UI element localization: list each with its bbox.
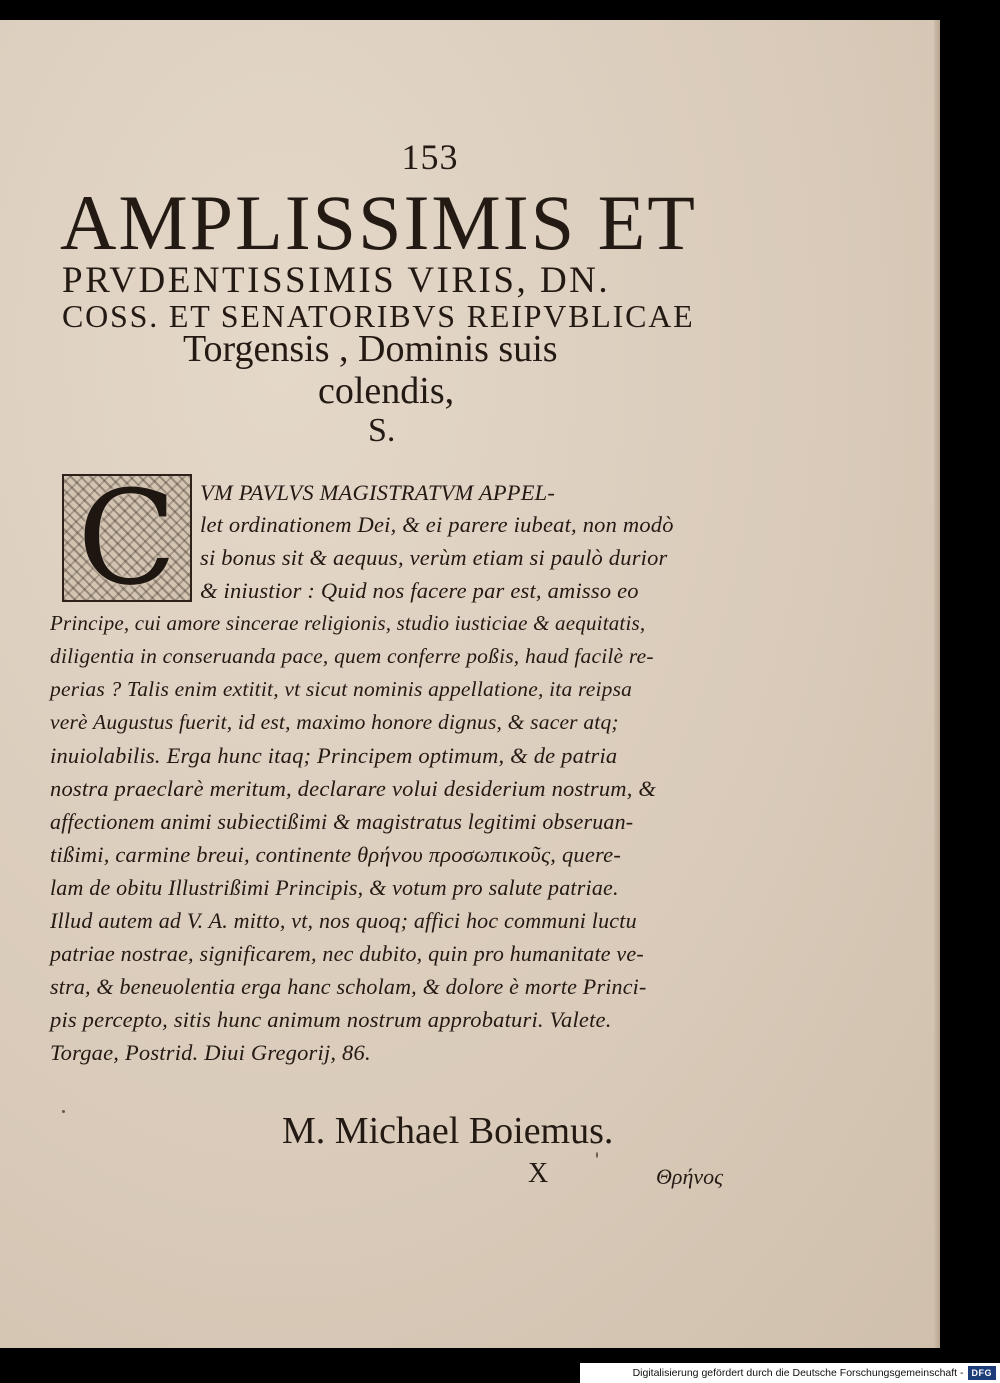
body-line: tißimi, carmine breui, continente θρήνου προσωπικοῦς, quere-: [50, 842, 622, 867]
body-line: & iniustior : Quid nos facere par est, amisso eo: [200, 578, 639, 603]
body-line: patriae nostrae, significarem, nec dubito, quin pro humanitate ve-: [50, 941, 644, 966]
digitization-credit: [580, 1363, 1000, 1383]
body-line: inuiolabilis. Erga hunc itaq; Principem optimum, & de patria: [50, 743, 618, 768]
paper-speck: [596, 1152, 598, 1158]
title-line-4: Torgensis , Dominis suis: [183, 328, 558, 370]
body-line: Principe, cui amore sincerae religionis, studio iusticiae & aequitatis,: [50, 611, 646, 635]
signature-mark: X: [528, 1158, 549, 1189]
credit-text: Digitalisierung gefördert durch die Deutsche Forschungsgemeinschaft -: [632, 1367, 964, 1379]
body-line: let ordinationem Dei, & ei parere iubeat, non modò: [200, 512, 674, 537]
body-line: Illud autem ad V. A. mitto, vt, nos quoq; affici hoc communi luctu: [50, 908, 637, 933]
decorated-initial: [62, 462, 192, 614]
body-line: Torgae, Postrid. Diui Gregorij, 86.: [50, 1040, 371, 1065]
paper-speck: [62, 1110, 65, 1113]
body-line: pis percepto, sitis hunc animum nostrum approbaturi. Valete.: [50, 1007, 612, 1032]
initial-letter: C: [77, 462, 177, 614]
book-page: [0, 20, 940, 1348]
salutation: S.: [368, 412, 396, 449]
body-line: stra, & beneuolentia erga hanc scholam, & dolore è morte Princi-: [50, 974, 647, 999]
body-line: diligentia in conseruanda pace, quem conferre poßis, haud facilè re-: [50, 644, 654, 668]
body-line: perias ? Talis enim extitit, vt sicut nominis appellatione, ita reipsa: [50, 677, 633, 701]
body-line: si bonus sit & aequus, verùm etiam si paulò durior: [200, 545, 668, 570]
body-line: lam de obitu Illustrißimi Principis, & votum pro salute patriae.: [50, 875, 619, 900]
signature: M. Michael Boiemus.: [282, 1110, 614, 1152]
body-line: affectionem animi subiectißimi & magistratus legitimi obseruan-: [50, 809, 634, 834]
body-line: verè Augustus fuerit, id est, maximo honore dignus, & sacer atq;: [50, 710, 619, 734]
body-line: VM PAVLVS MAGISTRATVM APPEL-: [200, 480, 556, 505]
title-line-3: COSS. ET SENATORIBVS REIPVBLICAE: [62, 298, 695, 334]
title-line-1: AMPLISSIMIS ET: [60, 179, 697, 266]
page-number: 153: [401, 137, 459, 177]
dfg-logo: DFG: [968, 1366, 997, 1380]
page-edge: [934, 20, 940, 1348]
catchword: Θρήνος: [656, 1164, 724, 1189]
title-line-2: PRVDENTISSIMIS VIRIS, DN.: [62, 260, 611, 301]
body-line: nostra praeclarè meritum, declarare volui desiderium nostrum, &: [50, 776, 657, 801]
title-line-5: colendis,: [318, 370, 455, 412]
